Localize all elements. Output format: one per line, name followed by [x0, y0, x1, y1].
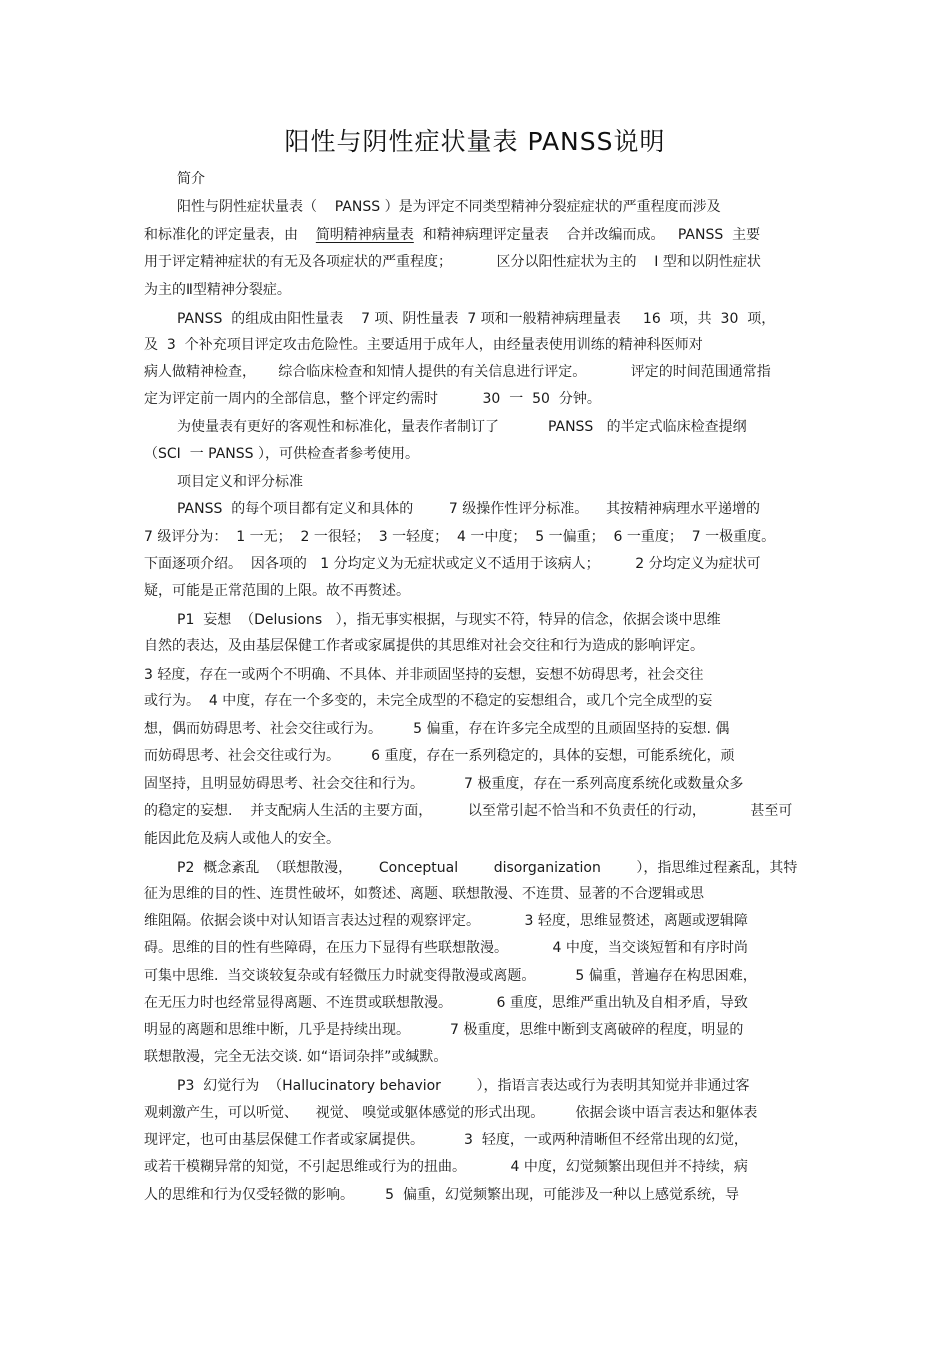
paragraph-line: 维阻隔。依据会谈中对认知语言表达过程的观察评定。 3 轻度，思维显赘述，离题或逻辑障: [144, 913, 748, 929]
paragraph-line: 固坚持，且明显妨碍思考、社会交往和行为。 7 极重度，存在一系列高度系统化或数量众多: [144, 776, 744, 792]
paragraph-line: PANSS 的组成由阳性量表 7 项、阴性量表 7 项和一般精神病理量表 16 项，共 30 项，: [177, 311, 776, 327]
paragraph-line: 观刺激产生，可以听觉、 视觉、 嗅觉或躯体感觉的形式出现。 依据会谈中语言表达和躯体表: [144, 1105, 758, 1121]
section-heading-intro: 简介: [177, 171, 205, 187]
paragraph-line: 想，偶而妨碍思考、社会交往或行为。 5 偏重，存在许多完全成型的且顽固坚持的妄想. 偶: [144, 721, 730, 737]
paragraph-line: 用于评定精神症状的有无及各项症状的严重程度； 区分以阳性症状为主的 I 型和以阴性症状: [144, 254, 761, 270]
paragraph-line: 联想散漫，完全无法交谈. 如“语词杂拌”或缄默。: [144, 1049, 448, 1065]
paragraph-line: 7 级评分为： 1 一无； 2 一很轻； 3 一轻度； 4 一中度； 5 一偏重； 6 一重度； 7 一极重度。: [144, 529, 776, 545]
paragraph-line: 定为评定前一周内的全部信息，整个评定约需时 30 一 50 分钟。: [144, 391, 601, 407]
paragraph-line: 及 3 个补充项目评定攻击危险性。主要适用于成年人，由经量表使用训练的精神科医师对: [144, 337, 703, 353]
paragraph-line: 3 轻度，存在一或两个不明确、不具体、并非顽固坚持的妄想，妄想不妨碍思考，社会交往: [144, 667, 704, 683]
paragraph-line: 现评定，也可由基层保健工作者或家属提供。 3 轻度，一或两种清晰但不经常出现的幻觉，: [144, 1132, 748, 1148]
paragraph-line: 明显的离题和思维中断，几乎是持续出现。 7 极重度，思维中断到支离破碎的程度，明显的: [144, 1022, 744, 1038]
paragraph-line: PANSS 的每个项目都有定义和具体的 7 级操作性评分标准。 其按精神病理水平递增的: [177, 501, 761, 517]
paragraph-line: 为主的Ⅱ型精神分裂症。: [144, 282, 291, 298]
section-heading-items: 项目定义和评分标准: [177, 474, 303, 490]
paragraph-line: 下面逐项介绍。 因各项的 1 分均定义为无症状或定义不适用于该病人； 2 分均定义为症状可: [144, 556, 761, 572]
paragraph-line: P2 概念紊乱 （联想散漫， Conceptual disorganization ），指思维过程紊乱，其特: [177, 860, 798, 876]
paragraph-line: 或行为。 4 中度，存在一个多变的，未完全成型的不稳定的妄想组合，或几个完全成型的妄: [144, 693, 713, 709]
paragraph-line: （SCI 一 PANSS ），可供检查者参考使用。: [144, 446, 419, 462]
paragraph-line: 病人做精神检查， 综合临床检查和知情人提供的有关信息进行评定。 评定的时间范围通常指: [144, 364, 771, 380]
text-run: 和精神病理评定量表 合并改编而成。 PANSS 主要: [422, 227, 761, 243]
paragraph-line: 为使量表有更好的客观性和标准化，量表作者制订了 PANSS 的半定式临床检查提纲: [177, 419, 747, 435]
paragraph-line: 阳性与阴性症状量表（ PANSS ）是为评定不同类型精神分裂症症状的严重程度而涉及: [177, 199, 721, 215]
paragraph-line: 或若干模糊异常的知觉，不引起思维或行为的扭曲。 4 中度，幻觉频繁出现但并不持续，病: [144, 1159, 748, 1175]
paragraph-line: [144, 225, 760, 245]
paragraph-line: 碍。思维的目的性有些障碍，在压力下显得有些联想散漫。 4 中度，当交谈短暂和有序时尚: [144, 940, 748, 956]
paragraph-line: P1 妄想 （Delusions ），指无事实根据，与现实不符，特异的信念，依据会谈中思维: [177, 612, 721, 628]
paragraph-line: 疑，可能是正常范围的上限。故不再赘述。: [144, 583, 410, 599]
paragraph-line: 征为思维的目的性、连贯性破坏，如赘述、离题、联想散漫、不连贯、显著的不合逻辑或思: [144, 886, 704, 902]
paragraph-line: 自然的表达，及由基层保健工作者或家属提供的其思维对社会交往和行为造成的影响评定。: [144, 638, 704, 654]
text-run: 和标准化的评定量表，由: [144, 227, 298, 243]
paragraph-line: 的稳定的妄想. 并支配病人生活的主要方面， 以至常引起不恰当和不负责任的行动， 甚至可: [144, 803, 793, 819]
paragraph-line: 在无压力时也经常显得离题、不连贯或联想散漫。 6 重度，思维严重出轨及自相矛盾，导致: [144, 995, 748, 1011]
page-title: 阳性与阴性症状量表 PANSS说明: [284, 127, 666, 156]
paragraph-line: 人的思维和行为仅受轻微的影响。 5 偏重，幻觉频繁出现，可能涉及一种以上感觉系统，导: [144, 1187, 739, 1203]
underlined-term: 简明精神病量表: [315, 227, 414, 243]
paragraph-line: P3 幻觉行为 （Hallucinatory behavior ），指语言表达或行为表明其知觉并非通过客: [177, 1078, 750, 1094]
paragraph-line: 而妨碍思考、社会交往或行为。 6 重度，存在一系列稳定的，具体的妄想，可能系统化，顽: [144, 748, 735, 764]
paragraph-line: 可集中思维. 当交谈较复杂或有轻微压力时就变得散漫或离题。 5 偏重，普遍存在构思困难，: [144, 968, 757, 984]
paragraph-line: 能因此危及病人或他人的安全。: [144, 831, 340, 847]
